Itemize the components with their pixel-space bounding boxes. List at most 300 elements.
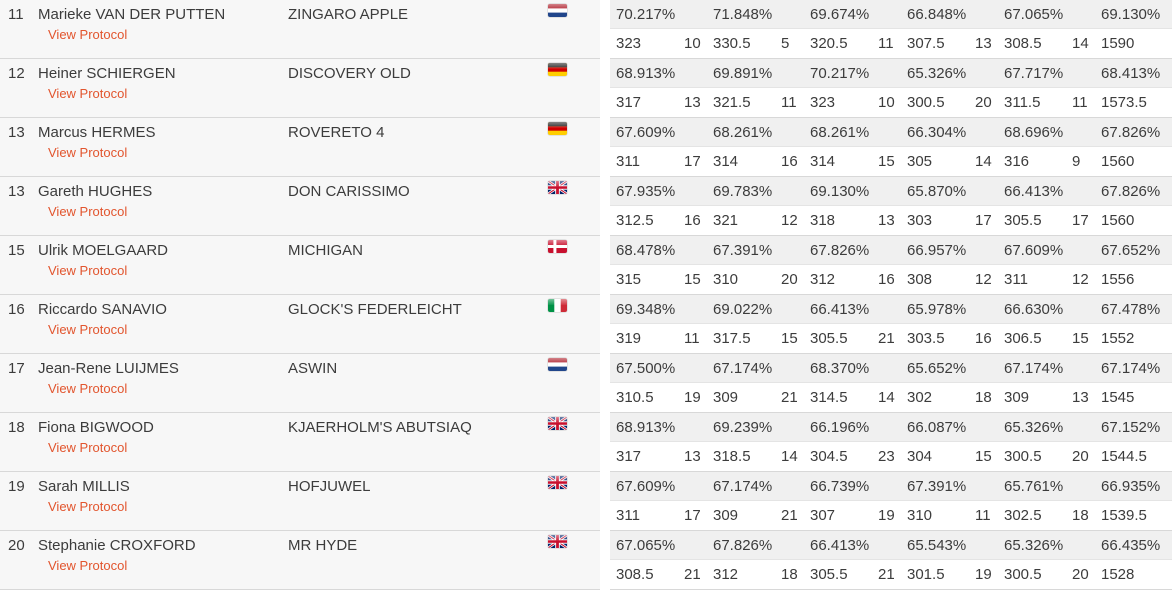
rank-value: 16	[781, 153, 798, 170]
score-cell	[804, 153, 901, 170]
percent-cell: 67.935%	[616, 182, 676, 200]
score-value: 311	[1004, 271, 1028, 288]
percent-cell: 65.761%	[1004, 477, 1064, 495]
rider-name: Jean-Rene LUIJMES	[38, 360, 179, 377]
scores-row	[610, 206, 1172, 235]
percentages-row	[610, 354, 1172, 383]
score-value: 306.5	[1004, 330, 1042, 347]
score-cell	[610, 330, 707, 347]
score-cell	[804, 271, 901, 288]
score-cell	[804, 507, 901, 524]
percent-cell: 67.609%	[1004, 241, 1064, 259]
view-protocol-link[interactable]: View Protocol	[48, 263, 128, 278]
rank-value: 12	[1072, 271, 1089, 288]
score-value: 317	[616, 448, 642, 465]
score-value: 302.5	[1004, 507, 1042, 524]
score-cell	[998, 448, 1095, 465]
percent-cell: 67.826%	[713, 536, 773, 554]
horse-name: MR HYDE	[288, 537, 358, 554]
percent-cell: 69.239%	[713, 418, 773, 436]
percent-cell: 69.674%	[810, 5, 870, 23]
scores-row	[610, 442, 1172, 471]
horse-name: DISCOVERY OLD	[288, 65, 411, 82]
score-cell	[901, 271, 998, 288]
score-value: 312	[713, 566, 739, 583]
percent-cell: 68.261%	[713, 123, 773, 141]
rank-value: 19	[975, 566, 992, 583]
scores-row	[610, 29, 1172, 58]
percent-cell: 67.391%	[907, 477, 967, 495]
score-cell	[804, 330, 901, 347]
rank-value: 12	[781, 212, 798, 229]
score-cell	[707, 330, 804, 347]
score-cell	[707, 271, 804, 288]
rank-value: 16	[684, 212, 701, 229]
percentages-row	[610, 531, 1172, 560]
score-value: 310	[907, 507, 933, 524]
percent-cell: 66.196%	[810, 418, 870, 436]
percent-cell: 67.174%	[1004, 359, 1064, 377]
rank-value: 17	[684, 153, 701, 170]
rider-name: Heiner SCHIERGEN	[38, 65, 176, 82]
percentages-row	[610, 236, 1172, 265]
percent-cell: 66.935%	[1101, 477, 1161, 495]
rank-value: 20	[975, 94, 992, 111]
result-row	[0, 0, 1172, 59]
score-cell	[998, 330, 1095, 347]
rank-value: 20	[781, 271, 798, 288]
percent-cell: 68.913%	[616, 64, 676, 82]
view-protocol-link[interactable]: View Protocol	[48, 381, 128, 396]
percent-cell: 65.543%	[907, 536, 967, 554]
percentages-row	[610, 118, 1172, 147]
rank-value: 19	[878, 507, 895, 524]
rank-value: 16	[878, 271, 895, 288]
total-score-cell: 1560	[1101, 212, 1135, 229]
view-protocol-link[interactable]: View Protocol	[48, 440, 128, 455]
percent-cell: 65.326%	[907, 64, 967, 82]
rank-value: 21	[781, 507, 798, 524]
scores-row	[610, 501, 1172, 530]
view-protocol-link[interactable]: View Protocol	[48, 204, 128, 219]
rank-value: 21	[781, 389, 798, 406]
score-value: 314.5	[810, 389, 848, 406]
score-cell	[901, 389, 998, 406]
score-value: 303.5	[907, 330, 945, 347]
score-value: 308.5	[1004, 35, 1042, 52]
horse-name: ASWIN	[288, 360, 338, 377]
percent-cell: 67.717%	[1004, 64, 1064, 82]
result-row	[0, 354, 1172, 413]
score-cell	[901, 448, 998, 465]
percent-cell: 66.087%	[907, 418, 967, 436]
percent-cell: 66.630%	[1004, 300, 1064, 318]
section-gutter	[600, 472, 610, 531]
rank-value: 15	[975, 448, 992, 465]
score-value: 300.5	[1004, 566, 1042, 583]
score-value: 300.5	[907, 94, 945, 111]
percent-cell: 65.652%	[907, 359, 967, 377]
score-value: 317	[616, 94, 642, 111]
percent-cell: 65.870%	[907, 182, 967, 200]
result-row	[0, 413, 1172, 472]
rank-value: 21	[684, 566, 701, 583]
rank-value: 23	[878, 448, 895, 465]
horse-name: MICHIGAN	[288, 242, 363, 259]
rider-name: Riccardo SANAVIO	[38, 301, 167, 318]
section-gutter	[600, 118, 610, 177]
score-value: 311	[616, 507, 640, 524]
section-gutter	[600, 177, 610, 236]
score-value: 311.5	[1004, 94, 1041, 111]
flag-icon-ned	[548, 358, 567, 371]
score-value: 302	[907, 389, 933, 406]
score-value: 308.5	[616, 566, 654, 583]
rider-name: Ulrik MOELGAARD	[38, 242, 169, 259]
percent-cell: 66.848%	[907, 5, 967, 23]
percent-cell: 68.370%	[810, 359, 870, 377]
total-score-cell: 1573.5	[1101, 94, 1147, 111]
flag-icon-den	[548, 240, 567, 253]
view-protocol-link[interactable]: View Protocol	[48, 499, 128, 514]
score-value: 307	[810, 507, 836, 524]
score-cell	[610, 35, 707, 52]
score-cell	[610, 507, 707, 524]
total-score-cell: 1539.5	[1101, 507, 1147, 524]
view-protocol-link[interactable]: View Protocol	[48, 27, 128, 42]
score-value: 312	[810, 271, 836, 288]
score-cell	[901, 153, 998, 170]
score-value: 314	[810, 153, 836, 170]
score-value: 303	[907, 212, 933, 229]
score-value: 317.5	[713, 330, 751, 347]
score-cell	[610, 271, 707, 288]
rank-cell: 19	[8, 478, 25, 495]
percent-cell: 68.413%	[1101, 64, 1161, 82]
rank-value: 17	[975, 212, 992, 229]
percent-cell: 67.152%	[1101, 418, 1161, 436]
score-value: 305	[907, 153, 933, 170]
score-value: 301.5	[907, 566, 945, 583]
score-value: 309	[1004, 389, 1030, 406]
rank-value: 5	[781, 35, 790, 52]
percent-cell: 69.022%	[713, 300, 773, 318]
rank-value: 11	[878, 35, 894, 52]
rank-cell: 16	[8, 301, 25, 318]
rank-value: 18	[781, 566, 798, 583]
score-cell	[707, 389, 804, 406]
score-value: 323	[810, 94, 836, 111]
percent-cell: 67.826%	[1101, 182, 1161, 200]
flag-icon-ned	[548, 4, 567, 17]
score-cell	[804, 212, 901, 229]
scores-row	[610, 560, 1172, 589]
percent-cell: 71.848%	[713, 5, 773, 23]
rank-value: 17	[1072, 212, 1089, 229]
scores-row	[610, 147, 1172, 176]
percent-cell: 70.217%	[616, 5, 676, 23]
rank-value: 20	[1072, 566, 1089, 583]
score-cell	[610, 212, 707, 229]
result-row	[0, 531, 1172, 590]
rank-value: 14	[878, 389, 895, 406]
score-cell	[610, 448, 707, 465]
percent-cell: 67.065%	[1004, 5, 1064, 23]
percent-cell: 69.130%	[810, 182, 870, 200]
score-value: 320.5	[810, 35, 848, 52]
percent-cell: 67.826%	[810, 241, 870, 259]
score-value: 330.5	[713, 35, 751, 52]
section-gutter	[600, 413, 610, 472]
score-value: 318.5	[713, 448, 751, 465]
score-cell	[707, 212, 804, 229]
rank-value: 14	[781, 448, 798, 465]
total-score-cell: 1545	[1101, 389, 1135, 406]
score-cell	[804, 389, 901, 406]
percent-cell: 66.304%	[907, 123, 967, 141]
horse-name: ZINGARO APPLE	[288, 6, 409, 23]
score-value: 305.5	[1004, 212, 1042, 229]
flag-icon-gbr	[548, 476, 567, 489]
score-cell	[707, 94, 804, 111]
percent-cell: 68.261%	[810, 123, 870, 141]
rank-value: 13	[1072, 389, 1089, 406]
percentages-row	[610, 0, 1172, 29]
score-value: 300.5	[1004, 448, 1042, 465]
flag-icon-ger	[548, 122, 567, 135]
percent-cell: 66.413%	[810, 536, 870, 554]
scores-row	[610, 383, 1172, 412]
rank-cell: 17	[8, 360, 25, 377]
rank-value: 10	[684, 35, 701, 52]
percentages-row	[610, 413, 1172, 442]
result-row	[0, 295, 1172, 354]
rider-name: Marcus HERMES	[38, 124, 156, 141]
horse-name: GLOCK'S FEDERLEICHT	[288, 301, 462, 318]
rank-value: 19	[684, 389, 701, 406]
view-protocol-link[interactable]: View Protocol	[48, 558, 128, 573]
score-cell	[610, 389, 707, 406]
rank-value: 9	[1072, 153, 1081, 170]
rank-value: 20	[1072, 448, 1089, 465]
flag-icon-gbr	[548, 181, 567, 194]
score-cell	[804, 448, 901, 465]
percent-cell: 67.174%	[1101, 359, 1161, 377]
percentages-row	[610, 472, 1172, 501]
score-cell	[998, 212, 1095, 229]
rank-value: 15	[781, 330, 798, 347]
rank-cell: 13	[8, 124, 25, 141]
rank-value: 15	[684, 271, 701, 288]
percent-cell: 66.739%	[810, 477, 870, 495]
percent-cell: 65.326%	[1004, 418, 1064, 436]
score-cell	[998, 566, 1095, 583]
rider-name: Gareth HUGHES	[38, 183, 153, 200]
score-value: 318	[810, 212, 836, 229]
percent-cell: 67.174%	[713, 359, 773, 377]
rank-value: 11	[781, 94, 797, 111]
result-row	[0, 472, 1172, 531]
rank-value: 10	[878, 94, 895, 111]
flag-icon-gbr	[548, 535, 567, 548]
rank-value: 13	[975, 35, 992, 52]
percentages-row	[610, 59, 1172, 88]
horse-name: DON CARISSIMO	[288, 183, 410, 200]
percent-cell: 67.478%	[1101, 300, 1161, 318]
horse-name: KJAERHOLM'S ABUTSIAQ	[288, 419, 472, 436]
score-value: 304	[907, 448, 933, 465]
percent-cell: 67.609%	[616, 123, 676, 141]
section-gutter	[600, 354, 610, 413]
result-row	[0, 59, 1172, 118]
score-cell	[901, 94, 998, 111]
percent-cell: 66.413%	[810, 300, 870, 318]
view-protocol-link[interactable]: View Protocol	[48, 145, 128, 160]
rank-value: 17	[684, 507, 701, 524]
percent-cell: 66.413%	[1004, 182, 1064, 200]
percent-cell: 67.500%	[616, 359, 676, 377]
score-value: 307.5	[907, 35, 945, 52]
score-cell	[901, 330, 998, 347]
score-value: 321	[713, 212, 739, 229]
scores-row	[610, 88, 1172, 117]
score-value: 308	[907, 271, 933, 288]
score-value: 315	[616, 271, 642, 288]
percent-cell: 67.826%	[1101, 123, 1161, 141]
score-cell	[998, 35, 1095, 52]
rank-value: 18	[1072, 507, 1089, 524]
rider-name: Fiona BIGWOOD	[38, 419, 154, 436]
total-score-cell: 1556	[1101, 271, 1135, 288]
rank-cell: 12	[8, 65, 25, 82]
score-cell	[998, 389, 1095, 406]
score-value: 312.5	[616, 212, 654, 229]
score-value: 321.5	[713, 94, 751, 111]
rank-value: 15	[1072, 330, 1089, 347]
score-cell	[707, 566, 804, 583]
percent-cell: 69.783%	[713, 182, 773, 200]
rank-value: 15	[878, 153, 895, 170]
total-score-cell: 1560	[1101, 153, 1135, 170]
score-value: 310	[713, 271, 739, 288]
score-cell	[901, 212, 998, 229]
score-value: 311	[616, 153, 640, 170]
score-value: 316	[1004, 153, 1030, 170]
percent-cell: 68.478%	[616, 241, 676, 259]
view-protocol-link[interactable]: View Protocol	[48, 86, 128, 101]
result-row	[0, 177, 1172, 236]
rank-cell: 20	[8, 537, 25, 554]
score-cell	[804, 94, 901, 111]
rank-value: 13	[684, 94, 701, 111]
total-score-cell: 1544.5	[1101, 448, 1147, 465]
score-cell	[998, 507, 1095, 524]
percentages-row	[610, 295, 1172, 324]
rank-value: 21	[878, 330, 895, 347]
percent-cell: 68.696%	[1004, 123, 1064, 141]
total-score-cell: 1590	[1101, 35, 1135, 52]
section-gutter	[600, 0, 610, 59]
score-value: 304.5	[810, 448, 848, 465]
score-cell	[610, 153, 707, 170]
score-cell	[804, 566, 901, 583]
scores-row	[610, 324, 1172, 353]
rank-cell: 15	[8, 242, 25, 259]
score-cell	[707, 153, 804, 170]
percent-cell: 69.891%	[713, 64, 773, 82]
percentages-row	[610, 177, 1172, 206]
result-row	[0, 118, 1172, 177]
score-value: 319	[616, 330, 642, 347]
rank-value: 14	[1072, 35, 1089, 52]
result-row	[0, 236, 1172, 295]
total-score-cell: 1528	[1101, 566, 1135, 583]
percent-cell: 66.435%	[1101, 536, 1161, 554]
rider-name: Sarah MILLIS	[38, 478, 130, 495]
score-cell	[998, 94, 1095, 111]
score-cell	[998, 271, 1095, 288]
score-cell	[707, 35, 804, 52]
section-gutter	[600, 295, 610, 354]
score-value: 305.5	[810, 330, 848, 347]
horse-name: ROVERETO 4	[288, 124, 385, 141]
score-value: 310.5	[616, 389, 654, 406]
percent-cell: 69.130%	[1101, 5, 1161, 23]
percent-cell: 65.326%	[1004, 536, 1064, 554]
score-cell	[707, 448, 804, 465]
percent-cell: 67.609%	[616, 477, 676, 495]
flag-icon-ger	[548, 63, 567, 76]
score-cell	[610, 94, 707, 111]
score-cell	[901, 566, 998, 583]
rank-value: 12	[975, 271, 992, 288]
section-gutter	[600, 59, 610, 118]
score-value: 314	[713, 153, 739, 170]
score-cell	[707, 507, 804, 524]
percent-cell: 70.217%	[810, 64, 870, 82]
percent-cell: 65.978%	[907, 300, 967, 318]
rank-value: 13	[684, 448, 701, 465]
percent-cell: 67.391%	[713, 241, 773, 259]
score-cell	[901, 35, 998, 52]
rider-name: Stephanie CROXFORD	[38, 537, 196, 554]
percent-cell: 67.065%	[616, 536, 676, 554]
flag-icon-ita	[548, 299, 567, 312]
percent-cell: 67.652%	[1101, 241, 1161, 259]
rank-value: 11	[684, 330, 700, 347]
percent-cell: 66.957%	[907, 241, 967, 259]
view-protocol-link[interactable]: View Protocol	[48, 322, 128, 337]
score-cell	[610, 566, 707, 583]
rank-cell: 18	[8, 419, 25, 436]
rank-value: 14	[975, 153, 992, 170]
score-cell	[901, 507, 998, 524]
rank-value: 11	[1072, 94, 1088, 111]
rank-cell: 13	[8, 183, 25, 200]
score-value: 323	[616, 35, 642, 52]
rank-value: 16	[975, 330, 992, 347]
rank-value: 13	[878, 212, 895, 229]
rank-value: 18	[975, 389, 992, 406]
score-value: 309	[713, 389, 739, 406]
score-value: 305.5	[810, 566, 848, 583]
rank-value: 21	[878, 566, 895, 583]
section-gutter	[600, 531, 610, 590]
percent-cell: 67.174%	[713, 477, 773, 495]
rider-name: Marieke VAN DER PUTTEN	[38, 6, 226, 23]
score-value: 309	[713, 507, 739, 524]
score-cell	[804, 35, 901, 52]
